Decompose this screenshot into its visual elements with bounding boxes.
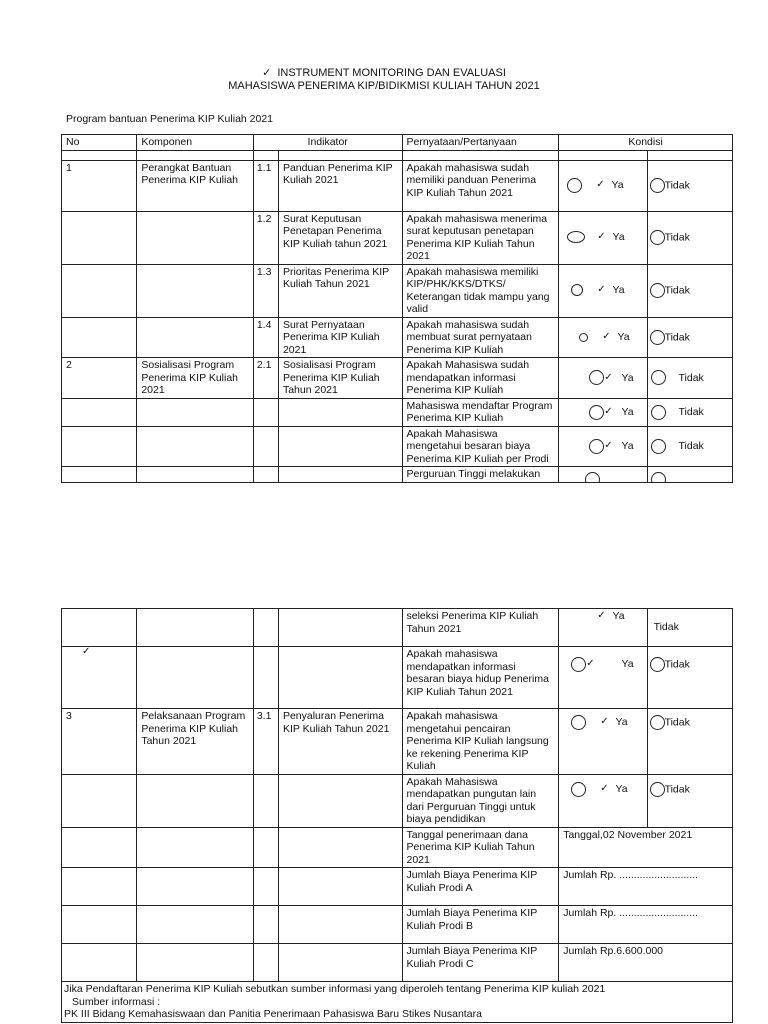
- radio-circle-icon[interactable]: [650, 782, 665, 797]
- kondisi-value: Tanggal,02 November 2021: [559, 827, 733, 868]
- radio-circle-icon[interactable]: [650, 230, 665, 245]
- check-icon: ✓: [602, 330, 611, 342]
- monitoring-table-page2: [61, 608, 733, 1023]
- radio-circle-icon[interactable]: [650, 657, 665, 672]
- table-row: 1.4 Surat Pernyataan Penerima KIP Kuliah 2021 Apakah mahasiswa sudah membuat surat pernyataan Penerima KIP Kuliah ✓ Ya Tidak: [62, 317, 733, 358]
- radio-circle-icon[interactable]: [571, 715, 586, 730]
- header-row: [62, 135, 733, 151]
- kondisi-ya[interactable]: ✓ Ya: [559, 317, 647, 358]
- table-row: 3 Pelaksanaan Program Penerima KIP Kuliah Tahun 2021 3.1 Penyaluran Penerima KIP Kuliah Tahun 2021 Apakah mahasiswa mengetahui pencairan Penerima KIP Kuliah langsung ke rekening Penerima KIP Kuliah ✓ Ya Tidak: [62, 709, 733, 775]
- table-row: Jumlah Biaya Penerima KIP Kuliah Prodi A Jumlah Rp. ...........................: [62, 868, 733, 906]
- kondisi-tidak[interactable]: Tidak: [647, 398, 732, 426]
- check-icon: ✓: [597, 610, 606, 621]
- header-komponen: Komponen: [137, 135, 254, 151]
- radio-circle-icon[interactable]: [651, 370, 666, 385]
- kondisi-tidak[interactable]: Tidak: [647, 264, 732, 317]
- kondisi-ya[interactable]: ✓ Ya: [559, 426, 647, 467]
- radio-circle-icon[interactable]: [571, 657, 586, 672]
- check-icon: ✓: [597, 231, 606, 243]
- kondisi-tidak[interactable]: Tidak: [647, 709, 732, 775]
- table-row: 1.2 Surat Keputusan Penetapan Penerima KIP Kuliah tahun 2021 Apakah mahasiswa menerima surat keputusan penetapan Penerima KIP Kuliah Tahun 2021 ✓ Ya Tidak: [62, 211, 733, 264]
- radio-circle-icon[interactable]: [579, 333, 588, 342]
- kondisi-value: Jumlah Rp.6.600.000: [559, 944, 733, 982]
- footer-row: [62, 982, 733, 1023]
- check-icon: ✓: [597, 284, 606, 296]
- kondisi-tidak[interactable]: Tidak: [647, 160, 732, 211]
- check-icon: ✓: [604, 440, 613, 451]
- footer-source-value: PK III Bidang Kemahasiswaan dan Panitia Penerimaan Pahasiswa Baru Stikes Nusantara: [64, 1008, 482, 1020]
- doc-title-line2: MAHASISWA PENERIMA KIP/BIDIKMISI KULIAH TAHUN 2021: [228, 80, 540, 92]
- table-row: ✓ Apakah mahasiswa mendapatkan informasi besaran biaya hidup Penerima KIP Kuliah Tahun 2021 ✓ Ya Tidak: [62, 647, 733, 709]
- header-no: No: [62, 135, 137, 151]
- kondisi-tidak[interactable]: Tidak: [647, 358, 732, 399]
- footer-source-label: Sumber informasi :: [72, 995, 161, 1008]
- kondisi-ya[interactable]: ✓ Ya: [559, 264, 647, 317]
- doc-title-line1: ✓ INSTRUMENT MONITORING DAN EVALUASI: [262, 67, 506, 79]
- table-row: Apakah Mahasiswa mendapatkan pungutan lain dari Perguruan Tinggi untuk biaya pendidikan ✓ Ya Tidak: [62, 774, 733, 827]
- program-label: Program bantuan Penerima KIP Kuliah 2021: [66, 113, 274, 125]
- check-icon: ✓: [586, 658, 595, 670]
- header-kondisi: Kondisi: [559, 135, 733, 151]
- radio-circle-icon[interactable]: [651, 472, 666, 482]
- radio-circle-icon[interactable]: [650, 330, 665, 345]
- kondisi-value: Jumlah Rp. ...........................: [559, 868, 733, 906]
- table-row: Mahasiswa mendaftar Program Penerima KIP Kuliah ✓ Ya Tidak: [62, 398, 733, 426]
- table-row: Apakah Mahasiswa mengetahui besaran biaya Penerima KIP Kuliah per Prodi ✓ Ya Tidak: [62, 426, 733, 467]
- check-icon: ✓: [600, 716, 609, 728]
- kondisi-ya[interactable]: [559, 467, 647, 483]
- kondisi-ya[interactable]: ✓ Ya: [559, 398, 647, 426]
- radio-circle-icon[interactable]: [589, 439, 604, 454]
- footer-note: Jika Pendaftaran Penerima KIP Kuliah sebutkan sumber informasi yang diperoleh tentang Penerima KIP kuliah 2021: [64, 983, 606, 995]
- kondisi-tidak[interactable]: Tidak: [647, 211, 732, 264]
- radio-circle-icon[interactable]: [650, 283, 665, 298]
- radio-circle-icon[interactable]: [650, 715, 665, 730]
- monitoring-table-page1: [61, 134, 733, 483]
- kondisi-ya[interactable]: ✓ Ya: [559, 211, 647, 264]
- kondisi-tidak[interactable]: [647, 467, 732, 483]
- table-row: 1.3 Prioritas Penerima KIP Kuliah Tahun 2021 Apakah mahasiswa memiliki KIP/PHK/KKS/DTKS/ Keterangan tidak mampu yang valid ✓ Ya Tidak: [62, 264, 733, 317]
- radio-circle-icon[interactable]: [567, 231, 585, 243]
- radio-circle-icon[interactable]: [571, 284, 583, 296]
- radio-circle-icon[interactable]: [651, 439, 666, 454]
- radio-circle-icon[interactable]: [571, 782, 586, 797]
- radio-circle-icon[interactable]: [589, 370, 604, 385]
- radio-circle-icon[interactable]: [585, 472, 600, 482]
- kondisi-value: Jumlah Rp. ...........................: [559, 906, 733, 944]
- table-row: Jumlah Biaya Penerima KIP Kuliah Prodi B Jumlah Rp. ...........................: [62, 906, 733, 944]
- radio-circle-icon[interactable]: [567, 178, 582, 193]
- radio-circle-icon[interactable]: [650, 178, 665, 193]
- kondisi-ya[interactable]: ✓ Ya: [559, 709, 647, 775]
- check-icon: ✓: [262, 67, 272, 79]
- table-row: 2 Sosialisasi Program Penerima KIP Kuliah 2021 2.1 Sosialisasi Program Penerima KIP Kuliah Tahun 2021 Apakah Mahasiswa sudah mendapatkan informasi Penerima KIP Kuliah ✓ Ya Tidak: [62, 358, 733, 399]
- kondisi-ya[interactable]: ✓ Ya: [559, 647, 647, 709]
- kondisi-ya[interactable]: ✓ Ya: [559, 160, 647, 211]
- table-row: Jumlah Biaya Penerima KIP Kuliah Prodi C Jumlah Rp.6.600.000: [62, 944, 733, 982]
- header-indikator: Indikator: [253, 135, 402, 151]
- table-row: Perguruan Tinggi melakukan: [62, 467, 733, 483]
- table-row: 1 Perangkat Bantuan Penerima KIP Kuliah 1.1 Panduan Penerima KIP Kuliah 2021 Apakah mahasiswa sudah memiliki panduan Penerima KIP Kuliah Tahun 2021 ✓ Ya Tidak: [62, 160, 733, 211]
- kondisi-tidak[interactable]: Tidak: [647, 609, 732, 647]
- check-icon: ✓: [600, 782, 609, 794]
- kondisi-tidak[interactable]: Tidak: [647, 317, 732, 358]
- kondisi-ya[interactable]: ✓ Ya: [559, 774, 647, 827]
- radio-circle-icon[interactable]: [589, 405, 604, 420]
- check-icon: ✓: [596, 179, 605, 191]
- kondisi-tidak[interactable]: Tidak: [647, 774, 732, 827]
- kondisi-tidak[interactable]: Tidak: [647, 647, 732, 709]
- table-row: seleksi Penerima KIP Kuliah Tahun 2021 ✓ Ya Tidak: [62, 609, 733, 647]
- header-pertanyaan: Pernyataan/Pertanyaan: [402, 135, 559, 151]
- spacer-row: [62, 150, 733, 160]
- check-icon: ✓: [604, 371, 613, 383]
- radio-circle-icon[interactable]: [651, 405, 666, 420]
- check-icon: ✓: [82, 646, 91, 657]
- check-icon: ✓: [604, 405, 613, 417]
- kondisi-ya[interactable]: ✓ Ya: [559, 358, 647, 399]
- table-row: Tanggal penerimaan dana Penerima KIP Kuliah Tahun 2021 Tanggal,02 November 2021: [62, 827, 733, 868]
- kondisi-ya[interactable]: ✓ Ya: [559, 609, 647, 647]
- kondisi-tidak[interactable]: Tidak: [647, 426, 732, 467]
